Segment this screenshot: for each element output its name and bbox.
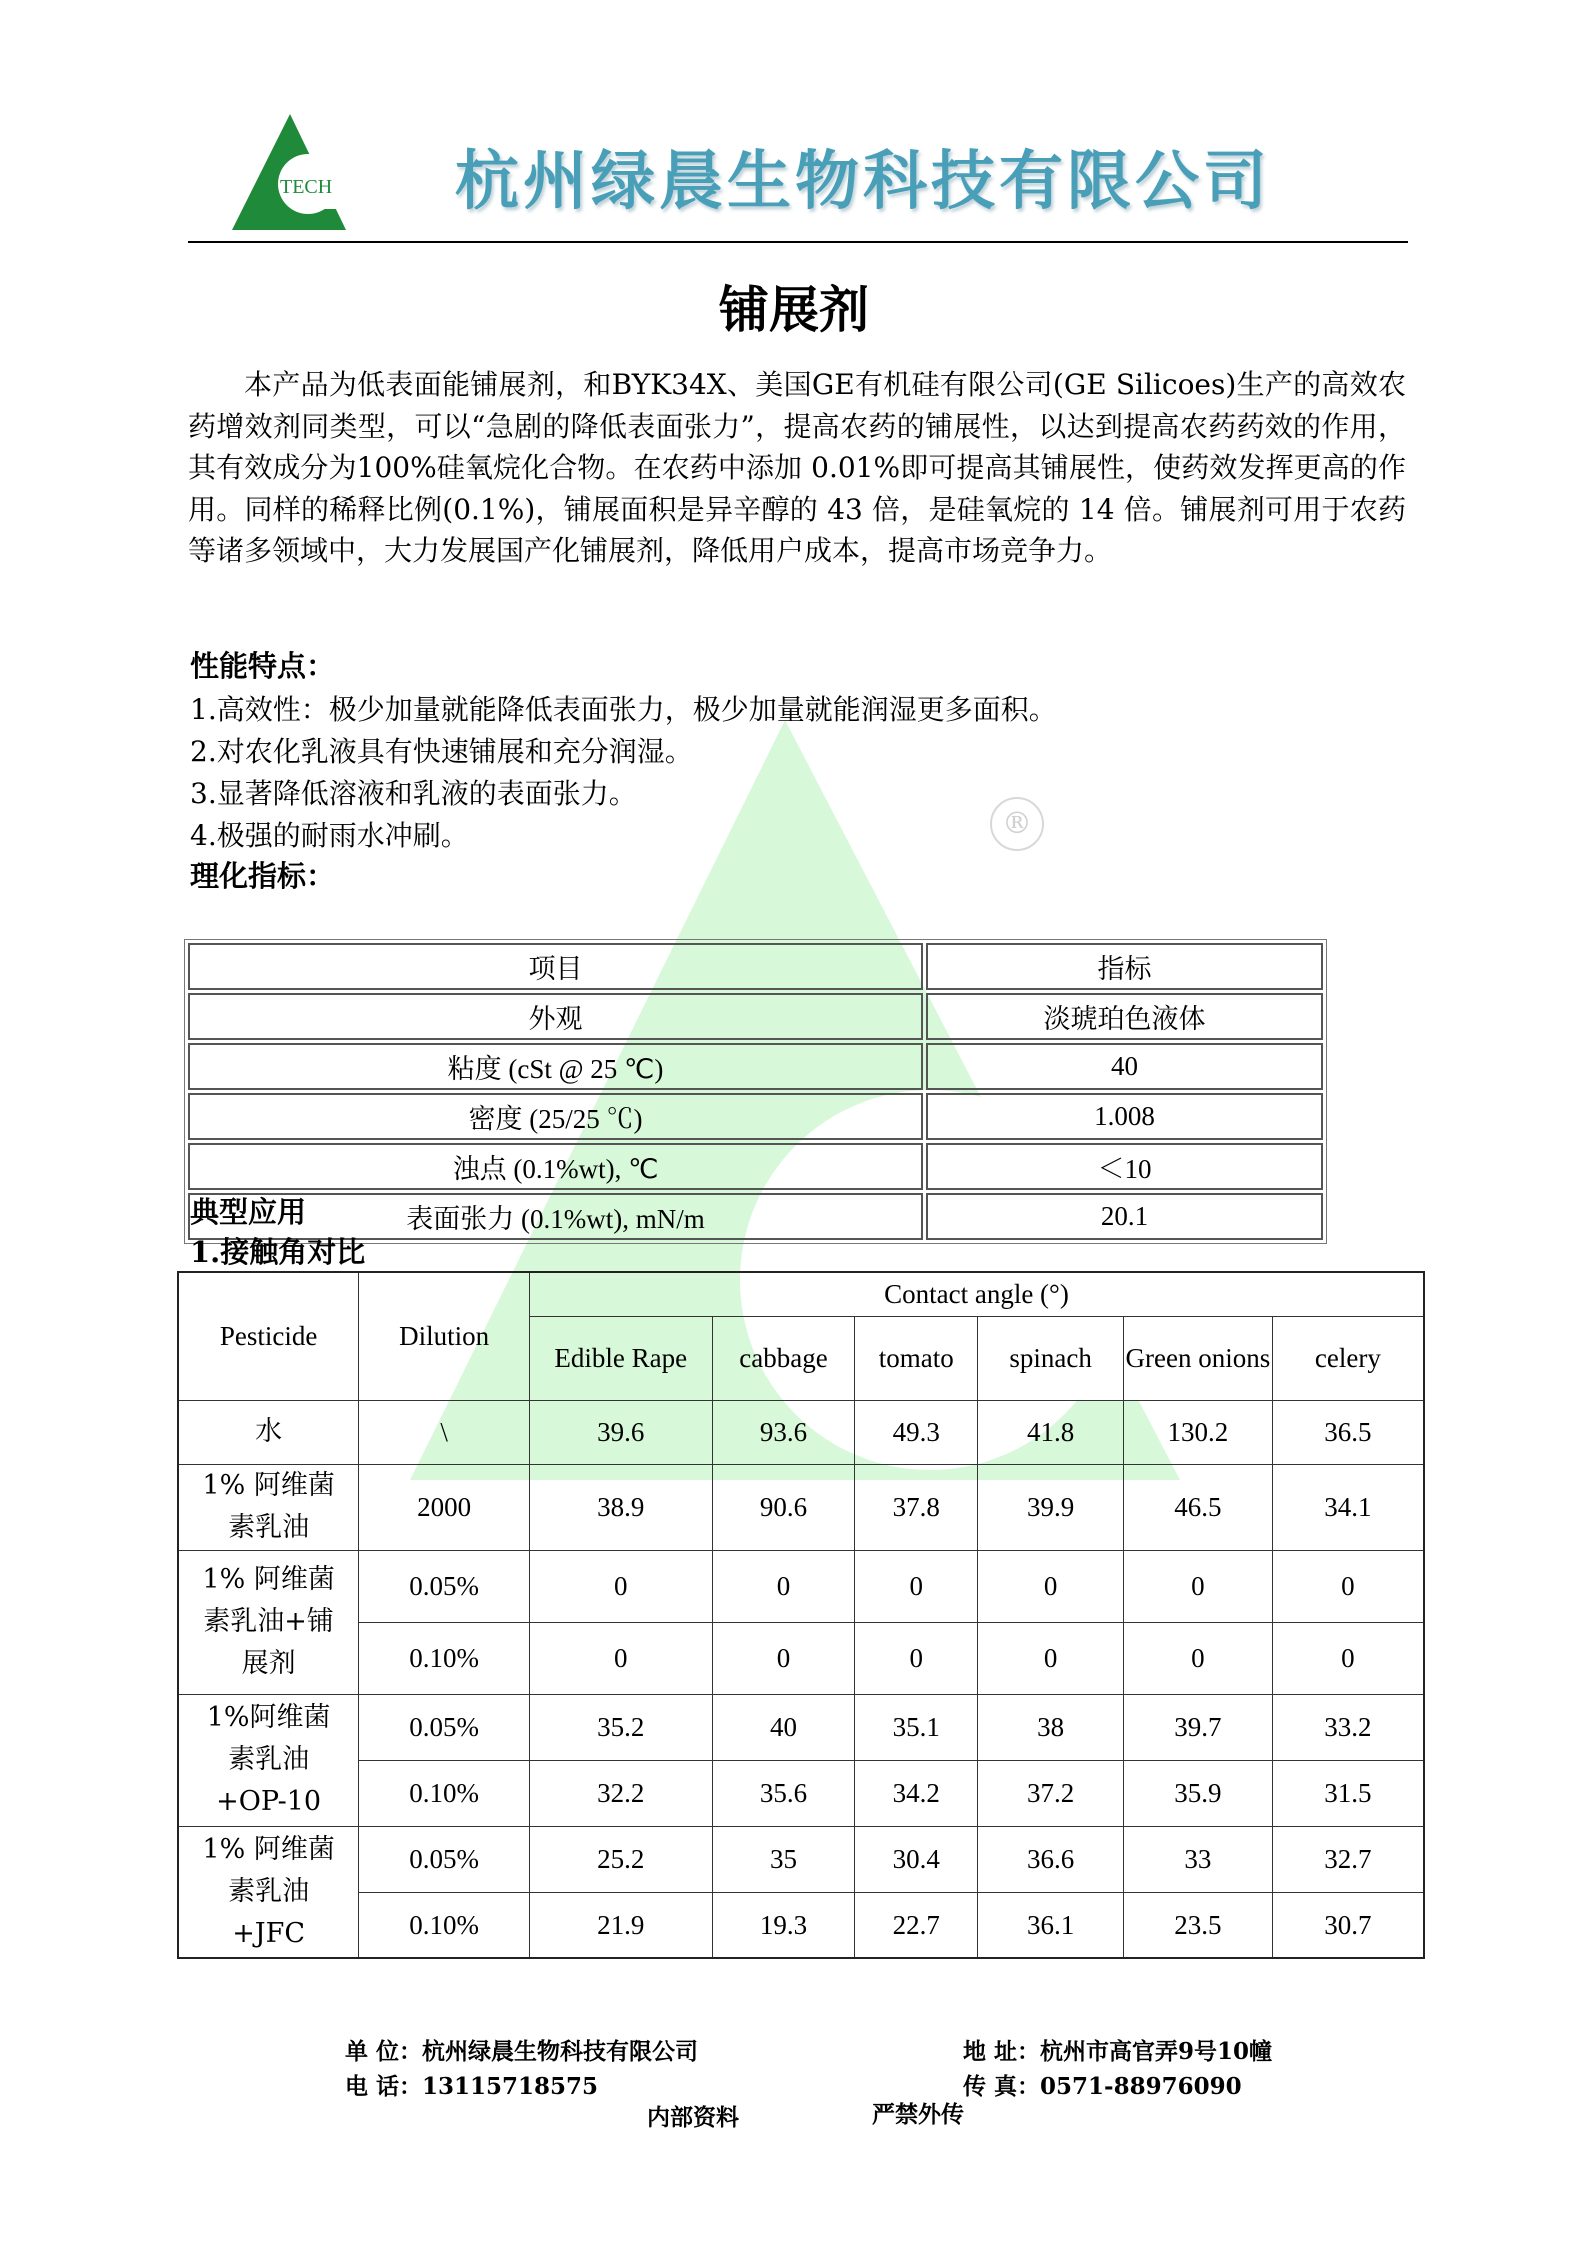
angle-value-cell: 19.3 <box>712 1892 855 1958</box>
table-row <box>178 1892 1424 1958</box>
company-title: 杭州绿晨生物科技有限公司 <box>455 144 1271 219</box>
angle-value-cell: 0 <box>529 1622 712 1694</box>
property-name: 粘度 (cSt @ 25 ℃) <box>188 1043 923 1090</box>
contact-angle-header: Contact angle (°) <box>529 1272 1424 1316</box>
table-header-row <box>188 943 1323 990</box>
angle-value-cell: 38.9 <box>529 1464 712 1550</box>
property-name: 浊点 (0.1%wt), ℃ <box>188 1143 923 1190</box>
angle-value-cell: 30.4 <box>855 1826 978 1892</box>
dilution-cell: 2000 <box>359 1464 530 1550</box>
crop-header: cabbage <box>712 1316 855 1400</box>
dilution-cell: \ <box>359 1400 530 1464</box>
pesticide-cell: 1% 阿维菌素乳油+JFC <box>178 1826 359 1958</box>
angle-value-cell: 34.1 <box>1272 1464 1424 1550</box>
features-heading: 性能特点： <box>190 649 336 683</box>
table-header-row <box>178 1272 1424 1316</box>
angle-value-cell: 36.1 <box>978 1892 1124 1958</box>
table-header-cell: 指标 <box>926 943 1323 990</box>
feature-item: 2.对农化乳液具有快速铺展和充分润湿。 <box>190 735 693 768</box>
table-row <box>178 1400 1424 1464</box>
property-value: 淡琥珀色液体 <box>926 993 1323 1040</box>
crop-header: Edible Rape <box>529 1316 712 1400</box>
angle-value-cell: 33.2 <box>1272 1694 1424 1760</box>
angle-value-cell: 36.6 <box>978 1826 1124 1892</box>
angle-value-cell: 49.3 <box>855 1400 978 1464</box>
angle-value-cell: 35.6 <box>712 1760 855 1826</box>
angle-value-cell: 32.7 <box>1272 1826 1424 1892</box>
applications-subheading: 1.接触角对比 <box>190 1235 366 1269</box>
property-value: 1.008 <box>926 1093 1323 1140</box>
crop-header: tomato <box>855 1316 978 1400</box>
pesticide-cell: 1%阿维菌素乳油+OP-10 <box>178 1694 359 1826</box>
table-row <box>188 1093 1323 1140</box>
angle-value-cell: 36.5 <box>1272 1400 1424 1464</box>
angle-value-cell: 41.8 <box>978 1400 1124 1464</box>
angle-value-cell: 0 <box>1272 1550 1424 1622</box>
registered-mark: ® <box>990 797 1044 851</box>
angle-value-cell: 37.2 <box>978 1760 1124 1826</box>
angle-value-cell: 32.2 <box>529 1760 712 1826</box>
angle-value-cell: 40 <box>712 1694 855 1760</box>
pesticide-cell: 1% 阿维菌素乳油+铺展剂 <box>178 1550 359 1694</box>
properties-table <box>184 939 1327 1244</box>
table-header-cell: 项目 <box>188 943 923 990</box>
angle-value-cell: 0 <box>712 1550 855 1622</box>
angle-value-cell: 25.2 <box>529 1826 712 1892</box>
angle-value-cell: 0 <box>978 1550 1124 1622</box>
angle-value-cell: 31.5 <box>1272 1760 1424 1826</box>
angle-value-cell: 90.6 <box>712 1464 855 1550</box>
pesticide-cell: 水 <box>178 1400 359 1464</box>
contact-angle-body <box>178 1400 1424 1958</box>
properties-heading: 理化指标： <box>190 859 336 893</box>
footer-no-distribution: 严禁外传 <box>872 2101 964 2128</box>
table-row <box>188 1143 1323 1190</box>
intro-paragraph: 本产品为低表面能铺展剂，和BYK34X、美国GE有机硅有限公司(GE Silicoes)生产的高效农药增效剂同类型，可以“急剧的降低表面张力”，提高农药的铺展性，以达到提高农药药效的作用，其有效成分为100%硅氧烷化合物。在农药中添加 0.01%即可提高其铺展性，使药效发挥更高的作用。同样的稀释比例(0.1%)，铺展面积是异辛醇的 43 倍，是硅氧烷的 14 倍。铺展剂可用于农药等诸多领域中，大力发展国产化铺展剂，降低用户成本，提高市场竞争力。 <box>188 368 1406 567</box>
dilution-cell: 0.05% <box>359 1826 530 1892</box>
angle-value-cell: 22.7 <box>855 1892 978 1958</box>
applications-heading: 典型应用 <box>190 1195 307 1229</box>
angle-value-cell: 39.9 <box>978 1464 1124 1550</box>
angle-value-cell: 34.2 <box>855 1760 978 1826</box>
logo-text: TECH <box>280 176 333 198</box>
angle-value-cell: 46.5 <box>1123 1464 1272 1550</box>
angle-value-cell: 39.6 <box>529 1400 712 1464</box>
angle-value-cell: 35 <box>712 1826 855 1892</box>
property-name: 密度 (25/25 ℃) <box>188 1093 923 1140</box>
contact-angle-table <box>177 1271 1425 1959</box>
angle-value-cell: 0 <box>1272 1622 1424 1694</box>
crop-header: celery <box>1272 1316 1424 1400</box>
table-row <box>188 993 1323 1040</box>
angle-value-cell: 35.9 <box>1123 1760 1272 1826</box>
crop-header: Green onions <box>1123 1316 1272 1400</box>
table-row <box>178 1694 1424 1760</box>
table-row <box>178 1622 1424 1694</box>
property-name: 外观 <box>188 993 923 1040</box>
angle-value-cell: 0 <box>978 1622 1124 1694</box>
dilution-cell: 0.10% <box>359 1622 530 1694</box>
angle-value-cell: 0 <box>712 1622 855 1694</box>
table-row <box>178 1464 1424 1550</box>
angle-value-cell: 35.1 <box>855 1694 978 1760</box>
footer-address: 地 址：杭州市高官弄9号10幢 <box>963 2038 1273 2065</box>
pesticide-header: Pesticide <box>178 1272 359 1400</box>
footer-unit: 单 位：杭州绿晨生物科技有限公司 <box>345 2038 699 2065</box>
angle-value-cell: 0 <box>855 1622 978 1694</box>
property-name: 表面张力 (0.1%wt), mN/m <box>188 1193 923 1240</box>
dilution-cell: 0.05% <box>359 1694 530 1760</box>
header-divider <box>188 241 1408 243</box>
table-row <box>178 1826 1424 1892</box>
pesticide-cell: 1% 阿维菌素乳油 <box>178 1464 359 1550</box>
feature-item: 4.极强的耐雨水冲刷。 <box>190 819 469 852</box>
crop-header: spinach <box>978 1316 1124 1400</box>
angle-value-cell: 38 <box>978 1694 1124 1760</box>
angle-value-cell: 0 <box>1123 1550 1272 1622</box>
table-row <box>178 1760 1424 1826</box>
dilution-cell: 0.05% <box>359 1550 530 1622</box>
angle-value-cell: 0 <box>529 1550 712 1622</box>
table-row <box>188 1043 1323 1090</box>
company-logo <box>228 112 348 232</box>
table-row <box>178 1550 1424 1622</box>
property-value: ＜10 <box>926 1143 1323 1190</box>
angle-value-cell: 93.6 <box>712 1400 855 1464</box>
dilution-cell: 0.10% <box>359 1760 530 1826</box>
dilution-cell: 0.10% <box>359 1892 530 1958</box>
property-value: 20.1 <box>926 1193 1323 1240</box>
angle-value-cell: 23.5 <box>1123 1892 1272 1958</box>
footer-internal: 内部资料 <box>647 2104 739 2131</box>
footer-fax: 传 真：0571-88976090 <box>963 2073 1242 2100</box>
angle-value-cell: 30.7 <box>1272 1892 1424 1958</box>
angle-value-cell: 35.2 <box>529 1694 712 1760</box>
document-title: 铺展剂 <box>719 280 869 339</box>
feature-item: 3.显著降低溶液和乳液的表面张力。 <box>190 777 637 810</box>
angle-value-cell: 21.9 <box>529 1892 712 1958</box>
angle-value-cell: 0 <box>855 1550 978 1622</box>
feature-item: 1.高效性：极少加量就能降低表面张力，极少加量就能润湿更多面积。 <box>190 693 1057 726</box>
angle-value-cell: 0 <box>1123 1622 1272 1694</box>
angle-value-cell: 33 <box>1123 1826 1272 1892</box>
dilution-header: Dilution <box>359 1272 530 1400</box>
angle-value-cell: 37.8 <box>855 1464 978 1550</box>
angle-value-cell: 130.2 <box>1123 1400 1272 1464</box>
property-value: 40 <box>926 1043 1323 1090</box>
footer-phone: 电 话：13115718575 <box>345 2073 599 2100</box>
angle-value-cell: 39.7 <box>1123 1694 1272 1760</box>
